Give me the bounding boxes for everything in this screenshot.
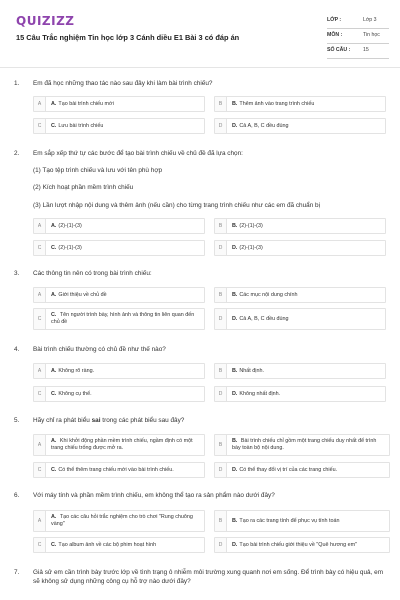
option-c[interactable]	[33, 537, 205, 553]
option-b[interactable]	[214, 510, 390, 532]
option-prefix: D.	[232, 122, 238, 129]
option-letter: D	[215, 241, 227, 255]
option-letter: D	[215, 119, 227, 133]
option-letter: B	[215, 97, 227, 111]
option-text: Cả A, B, C đều đúng	[239, 315, 289, 322]
option-prefix: D.	[232, 244, 238, 251]
option-text: Các mục nội dung chính	[239, 291, 298, 298]
option-a[interactable]	[33, 287, 205, 303]
option-text: Cả A, B, C đều đúng	[239, 122, 289, 129]
option-d[interactable]	[214, 308, 386, 330]
option-text: Không nhất định.	[239, 390, 281, 397]
worksheet-title: 15 Câu Trắc nghiệm Tin học lớp 3 Cánh diều E1 Bài 3 có đáp án	[16, 33, 240, 42]
option-prefix: B.	[232, 291, 238, 298]
option-text-full	[51, 312, 200, 325]
option-prefix: D.	[232, 541, 238, 548]
question-text-emphasis: sai	[91, 417, 101, 424]
option-text: Không rõ ràng.	[58, 367, 95, 374]
option-d[interactable]	[214, 386, 386, 402]
option-b[interactable]	[214, 96, 386, 112]
option-letter: C	[34, 463, 46, 477]
question-text-post: trong các phát biểu sau đây?	[100, 417, 185, 424]
option-text: (2)-(1)-(3)	[58, 222, 82, 229]
option-prefix: B.	[232, 100, 238, 107]
option-text: (2)-(1)-(3)	[239, 244, 263, 251]
option-text: Giới thiệu về chủ đề	[58, 291, 107, 298]
question-text: Giả sử em cần trình bày trước lớp về tình trạng ô nhiễm môi trường xung quanh nơi em sống. Để trình bày có hiệu quả, em sẽ không sử dụng những công cụ hỗ trợ nào dưới đây?	[33, 569, 384, 585]
option-prefix: B.	[232, 438, 238, 445]
option-b[interactable]	[214, 363, 386, 379]
option-prefix: C.	[51, 244, 57, 251]
option-text: Không cụ thể.	[58, 390, 92, 397]
option-d[interactable]	[214, 537, 390, 553]
meta-value: Tin học	[363, 32, 380, 38]
option-letter: A	[34, 97, 46, 111]
option-text-full	[232, 438, 385, 451]
option-prefix: A.	[51, 367, 57, 374]
option-text: Thêm ảnh vào trang trình chiếu	[239, 100, 315, 107]
option-b[interactable]	[214, 218, 386, 234]
option-text: Tên người trình bày, hình ảnh và thông tin liên quan đến chủ đề	[51, 312, 195, 325]
question-number: 1.	[14, 80, 20, 87]
option-text: (2)-(1)-(3)	[239, 222, 263, 229]
question-line: (3) Lần lượt nhập nội dung và thêm ảnh (nếu cần) cho từng trang trình chiếu như các em đã chuẩn bị	[33, 202, 321, 209]
option-text: (2)-(1)-(3)	[58, 244, 82, 251]
header-divider	[0, 67, 400, 68]
option-prefix: C.	[51, 541, 57, 548]
option-d[interactable]	[214, 118, 386, 134]
option-text: Bài trình chiếu chỉ gồm một trang chiếu duy nhất để trình bày toàn bộ nội dung.	[232, 438, 377, 451]
option-text: Có thể thay đổi vị trí của các trang chiếu.	[239, 466, 338, 473]
option-text: Tạo bài trình chiếu mới	[58, 100, 114, 107]
meta-row-count	[327, 44, 389, 59]
question-line: (1) Tạo tệp trình chiếu và lưu với tên phù hợp	[33, 167, 163, 174]
option-c[interactable]	[33, 386, 205, 402]
option-text-full	[51, 514, 200, 527]
option-prefix: B.	[232, 367, 238, 374]
question-number: 3.	[14, 270, 20, 277]
option-a[interactable]	[33, 363, 205, 379]
question-line: (2) Kích hoạt phần mềm trình chiếu	[33, 184, 134, 191]
option-letter: A	[34, 219, 46, 233]
question-text: Em đã học những thao tác nào sau đây khi làm bài trình chiếu?	[33, 80, 213, 87]
meta-row-class	[327, 14, 389, 29]
option-letter: C	[34, 119, 46, 133]
option-letter: B	[215, 219, 227, 233]
option-letter: C	[34, 241, 46, 255]
option-b[interactable]	[214, 434, 390, 456]
option-letter: C	[34, 387, 46, 401]
option-prefix: A.	[51, 438, 57, 445]
option-c[interactable]	[33, 462, 205, 478]
meta-value: 15	[363, 47, 369, 53]
option-prefix: D.	[232, 390, 238, 397]
option-prefix: A.	[51, 100, 57, 107]
question-number: 6.	[14, 492, 20, 499]
option-letter: C	[34, 309, 46, 329]
question-text: Bài trình chiếu thường có chủ đề như thế nào?	[33, 346, 166, 353]
question-text: Với máy tính và phần mềm trình chiếu, em không thể tạo ra sản phẩm nào dưới đây?	[33, 492, 275, 499]
option-text: Nhất định.	[239, 367, 264, 374]
question-number: 5.	[14, 417, 20, 424]
option-prefix: C.	[51, 390, 57, 397]
option-prefix: C.	[51, 122, 57, 129]
option-prefix: D.	[232, 466, 238, 473]
option-letter: B	[215, 435, 227, 455]
option-letter: D	[215, 538, 227, 552]
option-letter: D	[215, 463, 227, 477]
option-prefix: A.	[51, 514, 57, 521]
option-letter: D	[215, 387, 227, 401]
option-d[interactable]	[214, 462, 390, 478]
option-c[interactable]	[33, 118, 205, 134]
option-letter: A	[34, 288, 46, 302]
question-number: 7.	[14, 569, 20, 576]
option-text: Có thể thêm trang chiếu mới vào bài trình chiếu.	[58, 466, 174, 473]
option-text: Khi khởi động phần mềm trình chiếu, ngầm định có một trang chiếu trống được mở ra.	[51, 438, 193, 451]
question-text: Em sắp xếp thứ tự các bước để tạo bài trình chiếu về chủ đề đã lựa chọn:	[33, 150, 243, 157]
option-b[interactable]	[214, 287, 386, 303]
meta-row-subject	[327, 29, 389, 44]
question-number: 2.	[14, 150, 20, 157]
question-number: 4.	[14, 346, 20, 353]
option-prefix: C.	[51, 466, 57, 473]
option-a[interactable]	[33, 434, 205, 456]
meta-value: Lớp 3	[363, 17, 377, 23]
option-letter: B	[215, 364, 227, 378]
meta-key: SỐ CÂU :	[327, 47, 351, 53]
option-prefix: D.	[232, 315, 238, 322]
option-text: Tạo ra các trang tính để phục vụ tính toán	[239, 517, 340, 524]
option-letter: A	[34, 364, 46, 378]
option-a[interactable]	[33, 96, 205, 112]
option-text: Tạo các câu hỏi trắc nghiệm cho trò chơi "Rung chuông vàng"	[51, 514, 193, 527]
option-letter: A	[34, 435, 46, 455]
option-prefix: A.	[51, 291, 57, 298]
option-prefix: A.	[51, 222, 57, 229]
option-prefix: C.	[51, 312, 57, 319]
option-c[interactable]	[33, 240, 205, 256]
option-text: Tạo album ảnh về các bộ phim hoạt hình	[58, 541, 157, 548]
option-letter: B	[215, 511, 227, 531]
worksheet-header	[0, 0, 400, 72]
quizizz-logo: QUIZIZZ	[16, 14, 75, 28]
option-letter: B	[215, 288, 227, 302]
option-a[interactable]	[33, 218, 205, 234]
option-prefix: B.	[232, 222, 238, 229]
question-text: Các thông tin nên có trong bài trình chiếu:	[33, 270, 152, 277]
option-text: Lưu bài trình chiếu	[58, 122, 104, 129]
option-c[interactable]	[33, 308, 205, 330]
option-text: Tạo bài trình chiếu giới thiệu về "Quê hương em"	[239, 541, 357, 548]
option-letter: D	[215, 309, 227, 329]
option-text-full	[51, 438, 200, 451]
option-a[interactable]	[33, 510, 205, 532]
option-letter: A	[34, 511, 46, 531]
option-prefix: B.	[232, 517, 238, 524]
option-d[interactable]	[214, 240, 386, 256]
meta-key: LỚP :	[327, 17, 342, 23]
meta-key: MÔN :	[327, 32, 343, 38]
question-text-pre: Hãy chỉ ra phát biểu	[33, 417, 92, 424]
question-text	[33, 417, 383, 426]
option-letter: C	[34, 538, 46, 552]
